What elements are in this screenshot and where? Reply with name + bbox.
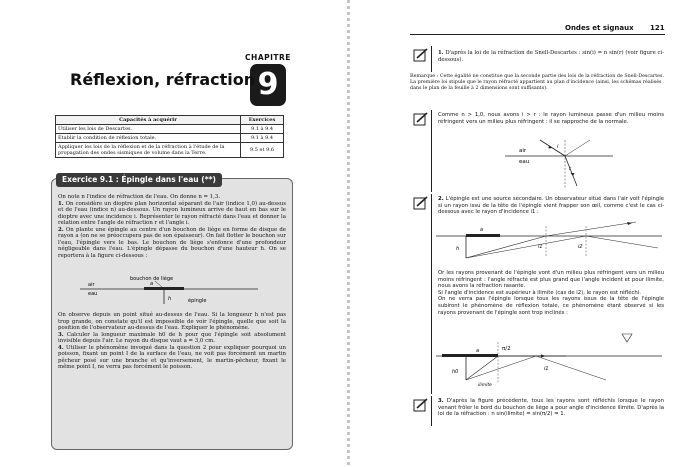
refraction-figure <box>505 138 615 190</box>
fig-pin-label: épingle <box>188 298 207 304</box>
answer-bar <box>431 396 432 426</box>
fig1-water-label: eau <box>519 159 530 165</box>
exercises-cell: 9.5 et 9.6 <box>241 143 284 158</box>
q4-number: 4. <box>58 344 64 351</box>
chapter-title: Réflexion, réfraction <box>70 70 256 89</box>
question-2: On plante une épingle au centre d'un bouchon de liège en forme de disque de rayon a (on ne se préoccupera pas de son épaisseur). On fait flotter le bouchon sur l'eau, l'épingle vers le bas. Le bouchon de liège s'enfonce d'une profondeur négligeable dans l'eau. L'épingle dépasse du bouchon d'une hauteur h. On se reportera à la figure ci-dessous : <box>58 226 286 259</box>
header-rule <box>410 34 665 35</box>
para-or: Or les rayons provenant de l'épingle vont d'un milieu plus réfringent vers un milieu moins réfringent : l'angle réfracté est plus grand que l'angle incident et pour ilimite, nous avons la réfraction rasante. <box>438 270 664 290</box>
fig3-ilim-label: ilimite <box>478 383 492 388</box>
fig3-a-label: a <box>476 348 480 354</box>
exercise-text-top <box>58 194 286 259</box>
table-row <box>56 134 284 143</box>
table-row <box>56 125 284 134</box>
cork-disc <box>144 287 184 290</box>
fig-water-label: eau <box>88 291 98 297</box>
answer-1 <box>438 50 664 63</box>
total-reflection-figure <box>436 328 664 390</box>
pen-icon <box>413 196 429 210</box>
fig3-h0-label: h0 <box>452 369 459 375</box>
chapter-label: CHAPITRE <box>245 53 291 62</box>
eye-icon <box>622 334 632 342</box>
question-1: On considère un dioptre plan horizontal séparant de l'air (indice 1,0) au-dessus et de l'eau (indice n) au-dessous. Un rayon lumineux arrive de haut en bas sur le dioptre avec une incidence i. Représenter le rayon réfracté dans l'eau et donner la relation entre l'angle de réfraction r et l'angle i. <box>58 200 287 226</box>
exercises-cell: 9.1 à 9.4 <box>241 134 284 143</box>
fig3-pi2-label: π/2 <box>502 346 511 352</box>
fig2-a-label: a <box>480 227 484 233</box>
fig3-i1-label: i1 <box>544 366 549 372</box>
q3-number: 3. <box>58 331 64 338</box>
answer-bar <box>431 46 432 72</box>
pin-figure <box>80 274 260 308</box>
answer-bar <box>431 194 432 394</box>
fig-air-label: air <box>88 282 95 288</box>
answer-1-number: 1. <box>438 50 444 56</box>
fig1-i-label: i <box>557 144 559 150</box>
fig2-i1-label: i1 <box>538 244 543 250</box>
pen-icon <box>413 48 429 62</box>
fig-h-label: h <box>168 296 172 302</box>
table-row <box>56 143 284 158</box>
running-head: Ondes et signaux <box>565 24 634 32</box>
pin-rays-figure <box>436 218 664 266</box>
pen-icon <box>413 398 429 412</box>
q2-number: 2. <box>58 226 64 233</box>
para-on: On ne verra pas l'épingle lorsque tous les rayons issus de la tête de l'épingle subiront le phénomène de réflexion totale, ce phénomène étant observé si les rayons provenant de l'épingle sont trop inclinés : <box>438 296 664 316</box>
skills-header-exercises: Exercices <box>241 116 284 125</box>
answer-2-number: 2. <box>438 196 444 202</box>
after-figure-text: On observe depuis un point situé au-dessus de l'eau. Si la longueur h n'est pas trop grande, on constate qu'il est impossible de voir l'épingle, quelle que soit la position de l'observateur au-dessus de l'eau. Expliquer le phénomène. <box>58 312 286 331</box>
skill-cell: Utiliser les lois de Descartes. <box>56 125 241 134</box>
exercise-intro: On note n l'indice de réfraction de l'eau. On donne n = 1,3. <box>58 194 221 200</box>
answer-1-text: D'après la loi de la réfraction de Snell-Descartes : sin(i) = n sin(r) (voir figure ci-dessous). <box>438 50 664 63</box>
answer-bar <box>431 110 432 192</box>
fig2-h-label: h <box>456 246 460 252</box>
para-if: Si l'angle d'incidence est supérieur à ilimite (cas de i2), le rayon est réfléchi. <box>438 289 641 296</box>
answer-3-number: 3. <box>438 398 444 404</box>
question-4: Utiliser le phénomène invoqué dans la question 2 pour expliquer pourquoi un poisson, fixant un point I de la surface de l'eau, ne voit pas forcément un martin pêcheur posé sur une branche et qu'inversement, le martin-pêcheur, fixant le même point I, ne verra pas forcément le poisson. <box>58 344 286 370</box>
answer-2 <box>438 196 664 216</box>
pen-icon <box>413 112 429 126</box>
page-number: 121 <box>650 24 665 32</box>
skills-header-skill: Capacités à acquérir <box>56 116 241 125</box>
skill-cell: Appliquer les lois de la réflexion et de la réfraction à l'étude de la propagation des ondes sismiques de volume dans la Terre. <box>56 143 241 158</box>
skills-table <box>55 115 284 158</box>
exercise-text-bottom <box>58 312 286 371</box>
chapter-number-badge: 9 <box>250 64 286 106</box>
q1-number: 1. <box>58 200 64 207</box>
answer-3 <box>438 398 664 418</box>
exercises-cell: 9.1 à 9.4 <box>241 125 284 134</box>
skills-table-header <box>56 116 284 125</box>
reflection-explanation <box>438 270 664 316</box>
remark: Remarque : Cette égalité ne constitue que la seconde partie des lois de la réfraction de Snell-Descartes. La première loi stipule que le rayon réfracté appartient au plan d'incidence (ainsi, les schémas réalisés dans le plan de la feuille à 2 dimensions sont suffisants). <box>410 74 664 91</box>
fig1-r-label: r <box>569 166 572 172</box>
fig2-i2-label: i2 <box>578 244 583 250</box>
question-3: Calculer la longueur maximale h0 de h pour que l'épingle soit absolument invisible depuis l'air. Le rayon du disque vaut a = 3,0 cm. <box>58 331 286 344</box>
fig-cork-label: bouchon de liège <box>130 276 174 282</box>
skill-cell: Établir la condition de réflexion totale. <box>56 134 241 143</box>
refraction-paragraph: Comme n > 1,0, nous avons i > r : le rayon lumineux passe d'un milieu moins réfringent vers un milieu plus réfringent : il se rapproche de la normale. <box>438 112 664 125</box>
fig1-air-label: air <box>519 148 527 154</box>
answer-2-text: L'épingle est une source secondaire. Un observateur situé dans l'air voit l'épingle si un rayon issu de la tête de l'épingle vient frapper son œil, comme c'est le cas ci-dessous avec le rayon d'incidence i1 : <box>438 196 664 216</box>
exercise-title: Exercice 9.1 : Épingle dans l'eau (**) <box>56 173 222 187</box>
answer-3-text: D'après la figure précédente, tous les rayons sont réfléchis lorsque le rayon venant frôler le bord du bouchon de liège a pour angle d'incidence ilimite. D'après la loi de la réfraction : n sin(ilimite) = sin(π/2) = 1. <box>438 398 664 418</box>
fig-a-label: a <box>150 281 154 287</box>
